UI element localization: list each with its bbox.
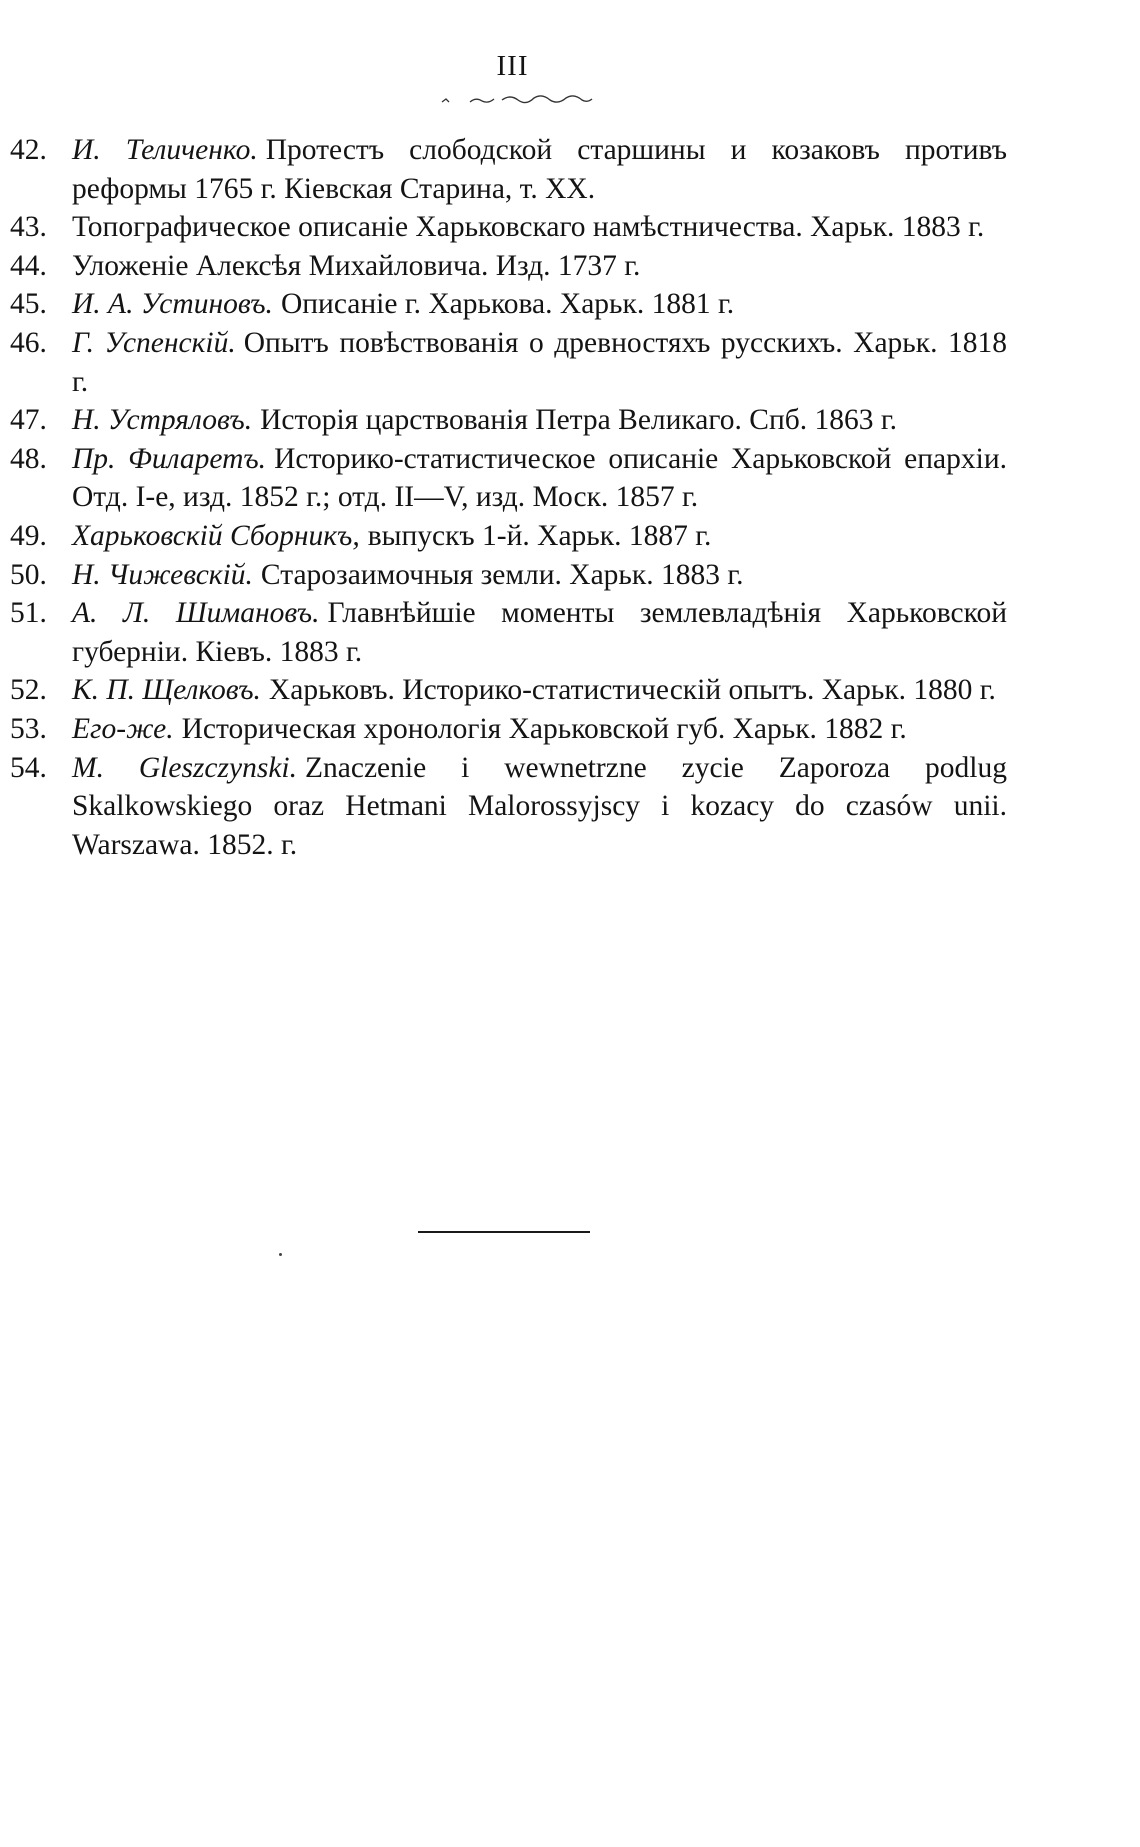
bibliography-entry (10, 401, 1007, 440)
entry-number: 48. (10, 442, 47, 475)
bibliography-entry (10, 517, 1007, 556)
print-speck (279, 1253, 282, 1256)
bibliography-entry (10, 208, 1007, 247)
bibliography-entry (10, 594, 1007, 671)
entry-author: Харьковскій Сборникъ, (72, 519, 360, 552)
entry-title: выпускъ 1-й. Харьк. 1887 г. (367, 519, 712, 552)
bibliography-entry (10, 285, 1007, 324)
entry-author: M. Gleszczynski. (72, 751, 297, 784)
entry-body (72, 250, 640, 282)
entry-author: Пр. Филаретъ. (72, 442, 267, 475)
entry-number: 46. (10, 326, 47, 359)
entry-title: Опытъ повѣствованія о древностяхъ русскихъ. Харьк. 1818 г. (72, 326, 1007, 398)
entry-title: Исторія царствованія Петра Великаго. Спб. 1863 г. (260, 404, 898, 437)
entry-title: Протестъ слободской старшины и козаковъ противъ реформы 1765 г. Кіевская Старина, т. XX. (72, 134, 1007, 205)
bibliography-entry (10, 440, 1007, 517)
entry-number: 47. (10, 404, 47, 437)
entry-title: Главнѣйшіе моменты землевладѣнія Харьковской губерніи. Кіевъ. 1883 г. (72, 597, 1007, 668)
entry-body (72, 559, 744, 591)
entry-body (72, 134, 1007, 205)
entry-body (72, 752, 1007, 861)
page-number: III (496, 50, 529, 82)
entry-number: 52. (10, 674, 47, 707)
entry-title: Znaczenie i wewnetrzne zycie Zaporoza podlug Skalkowskiego oraz Hetmani Malorossyjscy i kozacy do czasów unii. Warszawa. 1852. г. (72, 751, 1007, 861)
entry-author: Н. Устряловъ. (72, 404, 253, 437)
entry-author: Г. Успенскій. (72, 326, 236, 359)
entry-body (72, 404, 897, 436)
entry-number: 45. (10, 288, 47, 321)
entry-author: К. П. Щелковъ. (72, 674, 261, 707)
entry-number: 49. (10, 519, 47, 552)
entry-author: Его-же. (72, 712, 174, 745)
bibliography-entry (10, 131, 1007, 208)
entry-body (72, 327, 1007, 398)
entry-number: 53. (10, 712, 47, 745)
bibliography-entry (10, 324, 1007, 401)
entry-title: Старозаимочныя земли. Харьк. 1883 г. (260, 558, 744, 591)
entry-body (72, 520, 711, 552)
bibliography-entry (10, 710, 1007, 749)
entry-title: Историческая хронологія Харьковской губ. Харьк. 1882 г. (181, 712, 907, 745)
bibliography-list (10, 131, 1007, 864)
bibliography-entry (10, 247, 1007, 286)
entry-body (72, 674, 996, 706)
entry-number: 50. (10, 558, 47, 591)
entry-title: Историко-статистическое описаніе Харьковской епархіи. Отд. I-е, изд. 1852 г.; отд. II—V, изд. Моск. 1857 г. (72, 442, 1007, 514)
entry-title: Уложеніе Алексѣя Михайловича. Изд. 1737 г. (72, 249, 641, 282)
entry-number: 42. (10, 134, 47, 166)
entry-body (72, 713, 907, 745)
entry-number: 43. (10, 211, 47, 244)
entry-author: Н. Чижевскій. (72, 558, 253, 591)
entry-author: И. А. Устиновъ. (72, 288, 273, 321)
bibliography-entry (10, 671, 1007, 710)
ornament-flourish (440, 92, 595, 106)
entry-title: Харьковъ. Историко-статистическій опытъ. Харьк. 1880 г. (268, 674, 996, 707)
entry-number: 51. (10, 597, 47, 630)
entry-author: А. Л. Шимановъ. (72, 597, 320, 630)
bibliography-entry (10, 556, 1007, 595)
entry-author: И. Теличенко. (72, 134, 258, 166)
closing-rule (418, 1231, 590, 1233)
entry-number: 54. (10, 751, 47, 784)
entry-body (72, 288, 734, 320)
entry-title: Описаніе г. Харькова. Харьк. 1881 г. (280, 288, 735, 321)
entry-number: 44. (10, 249, 47, 282)
entry-body (72, 597, 1007, 668)
entry-title: Топографическое описаніе Харьковскаго намѣстничества. Харьк. 1883 г. (72, 211, 985, 244)
bibliography-entry (10, 749, 1007, 865)
entry-body (72, 443, 1007, 514)
entry-body (72, 211, 984, 243)
